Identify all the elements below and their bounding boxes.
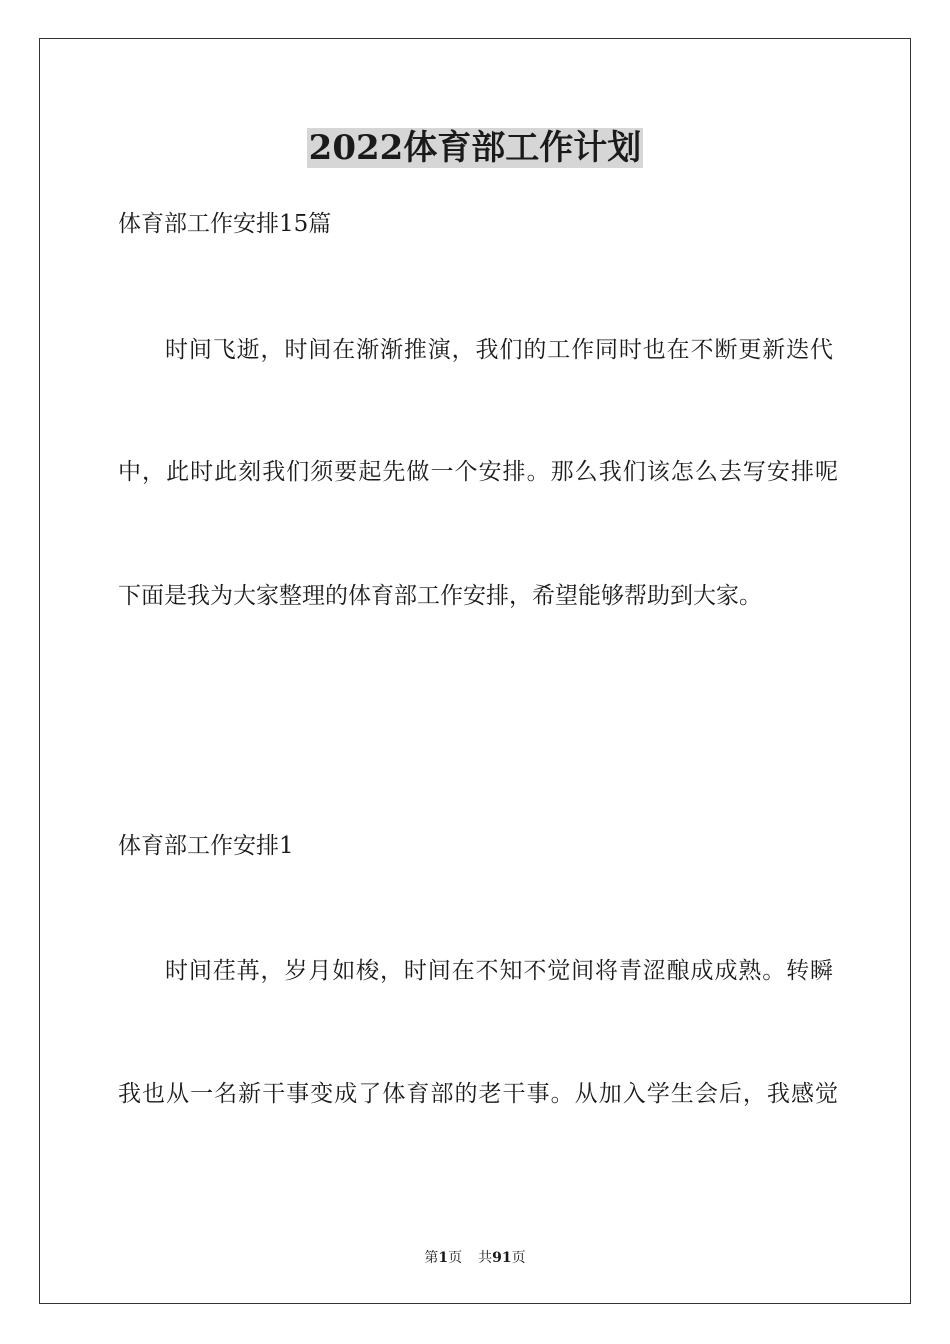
page-footer bbox=[0, 1248, 950, 1268]
footer-page-total: 91 bbox=[492, 1250, 512, 1266]
paragraph-1-line-3: 下面是我为大家整理的体育部工作安排，希望能够帮助到大家。 bbox=[118, 583, 762, 609]
footer-page-prefix: 第 bbox=[424, 1250, 439, 1266]
footer-total-suffix: 页 bbox=[511, 1250, 526, 1266]
document-title bbox=[0, 126, 950, 170]
section-1-heading: 体育部工作安排1 bbox=[118, 833, 294, 859]
paragraph-1-line-2: 中，此时此刻我们须要起先做一个安排。那么我们该怎么去写安排呢 bbox=[118, 459, 838, 485]
paragraph-1-line-1: 时间飞逝，时间在渐渐推演，我们的工作同时也在不断更新迭代 bbox=[165, 337, 833, 363]
footer-page-suffix: 页 bbox=[448, 1250, 463, 1266]
paragraph-2-line-1: 时间荏苒，岁月如梭，时间在不知不觉间将青涩酿成成熟。转瞬 bbox=[165, 958, 833, 984]
paragraph-2-line-2: 我也从一名新干事变成了体育部的老干事。从加入学生会后，我感觉 bbox=[118, 1081, 838, 1107]
document-title-text: 2022体育部工作计划 bbox=[308, 128, 642, 168]
footer-total-prefix: 共 bbox=[478, 1250, 493, 1266]
document-subtitle: 体育部工作安排15篇 bbox=[118, 211, 332, 237]
footer-page-current: 1 bbox=[438, 1250, 449, 1266]
